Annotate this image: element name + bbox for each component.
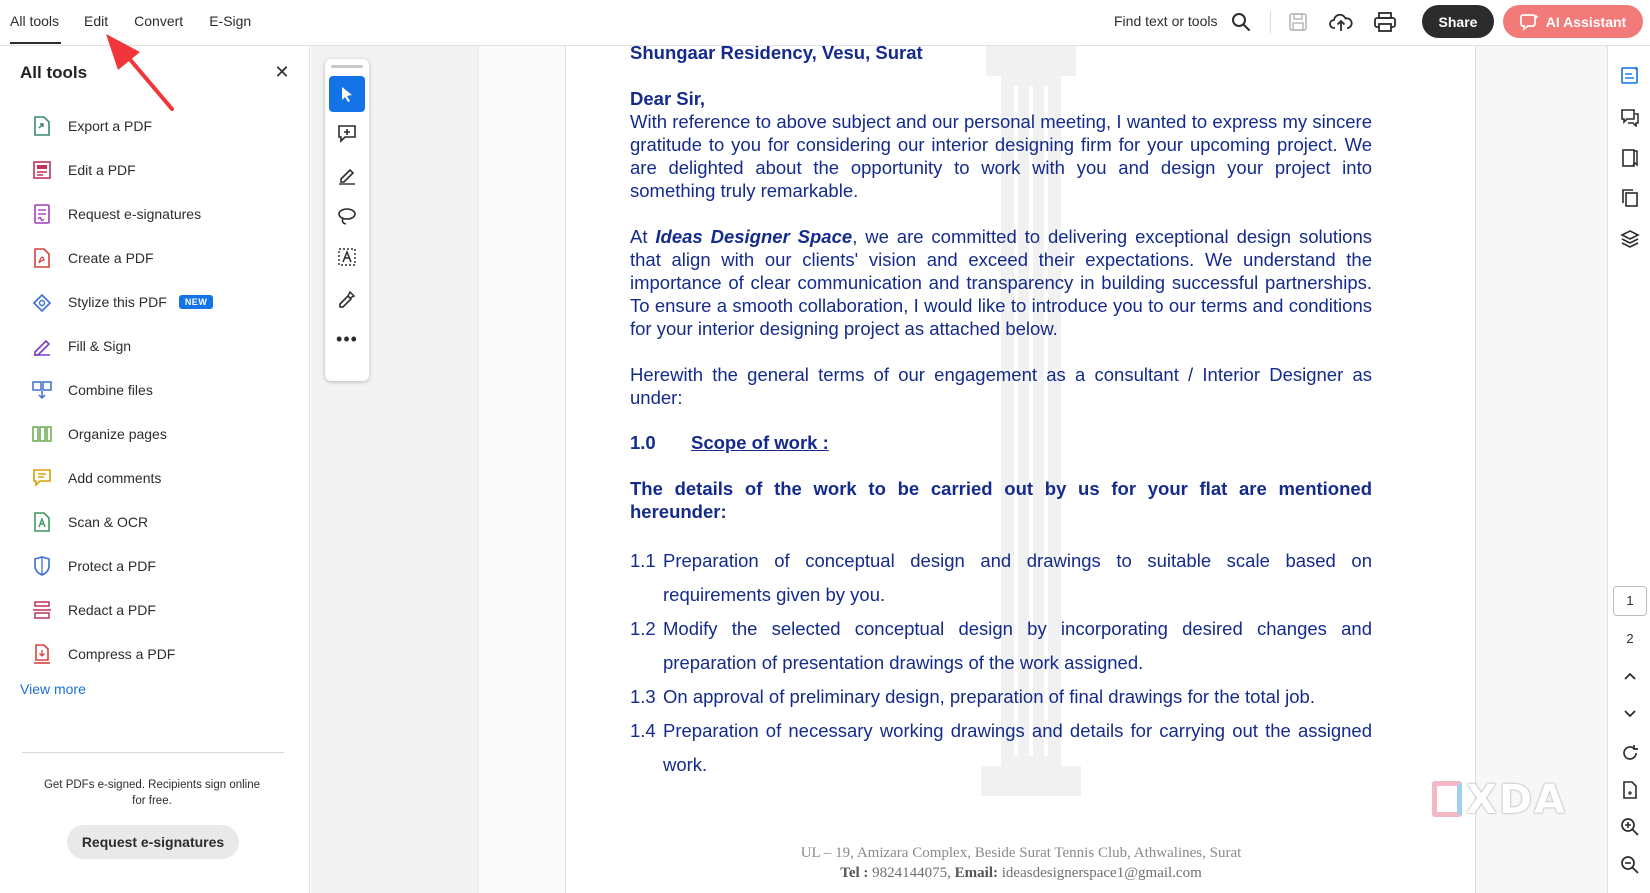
redact-pdf-icon [30,598,54,622]
item-number: 1.2 [630,618,656,639]
share-button[interactable]: Share [1422,5,1494,38]
tel-value: 9824144075, [872,865,951,881]
tool-label: Protect a PDF [68,558,156,574]
document-footer [566,843,1476,883]
para2-rest: , we are committed to delivering exceptional design solutions that align with our clients' vision and exceed their expectations. We understand the importance of clear communication and transparency in building successful partnerships. To ensure a smooth collaboration, I would like to introduce you to our terms and conditions for your interior designing project as attached below. [630,226,1373,339]
layers-icon[interactable] [1617,226,1643,252]
export-pdf-icon [30,114,54,138]
tool-add-comments[interactable] [20,456,300,500]
item-number: 1.1 [630,550,656,571]
item-number: 1.4 [630,720,656,741]
tool-scan-ocr[interactable] [20,500,300,544]
tool-label: Combine files [68,382,153,398]
tool-label: Scan & OCR [68,514,149,530]
xda-logo-text: XDA [1466,777,1567,823]
list-item [630,612,1372,680]
new-badge: NEW [179,295,214,309]
comments-icon[interactable] [1617,104,1643,130]
tool-organize-pages[interactable] [20,412,300,456]
request-signature-icon [30,202,54,226]
email-label: Email: [954,865,999,881]
menu-convert[interactable]: Convert [134,13,184,29]
tool-label: Create a PDF [68,250,154,266]
lasso-draw-icon[interactable] [329,198,365,234]
tool-request-esignatures[interactable] [20,192,300,236]
tool-label: Add comments [68,470,162,486]
highlight-pen-icon[interactable] [329,157,365,193]
top-menu [0,0,263,46]
salutation: Dear Sir, [630,88,706,109]
search-icon[interactable] [1228,9,1254,35]
email-value: ideasdesignerspace1@gmail.com [1001,865,1202,881]
right-rail [1607,46,1650,893]
print-icon[interactable] [1372,9,1398,35]
bookmark-icon[interactable] [1617,145,1643,171]
ai-assistant-icon [1520,13,1540,31]
tool-fill-sign[interactable] [20,324,300,368]
scope-heading [630,431,829,454]
menu-all-tools[interactable]: All tools [0,0,71,46]
item-text: Modify the selected conceptual design by incorporating desired changes and preparation of presentation drawings of the work assigned. [663,618,1372,673]
sign-pen-icon[interactable] [329,281,365,317]
paragraph-company [630,225,1372,340]
view-more-link[interactable]: View more [20,681,86,697]
current-page-indicator[interactable]: 1 [1613,586,1647,616]
tool-list [20,104,300,676]
tel-label: Tel : [840,865,869,881]
ai-assistant-label: AI Assistant [1545,13,1627,30]
ai-summary-icon[interactable] [1617,62,1643,88]
select-cursor-icon[interactable] [329,76,365,112]
close-icon[interactable]: ✕ [274,62,290,82]
stylize-icon [30,290,54,314]
create-pdf-icon [30,246,54,270]
more-options-icon[interactable]: ••• [336,328,358,349]
tool-stylize-pdf[interactable] [20,280,300,324]
edit-pdf-icon [30,158,54,182]
zoom-in-icon[interactable] [1617,814,1643,840]
tool-label: Edit a PDF [68,162,136,178]
text-box-icon[interactable] [329,239,365,275]
save-icon[interactable] [1285,9,1311,35]
scope-number: 1.0 [630,432,656,453]
para2-prefix: At [630,226,656,247]
chevron-down-icon[interactable] [1617,700,1643,726]
request-esignatures-button[interactable]: Request e-signatures [67,825,239,859]
xda-watermark [1432,777,1567,823]
paragraph-terms: Herewith the general terms of our engagement as a consultant / Interior Designer as under: [630,364,1372,408]
tool-redact-pdf[interactable] [20,588,300,632]
compress-pdf-icon [30,642,54,666]
tool-label: Redact a PDF [68,602,156,618]
footer-contact [566,863,1476,883]
tool-export-pdf[interactable] [20,104,300,148]
tool-edit-pdf[interactable] [20,148,300,192]
item-text: Preparation of conceptual design and drawings to suitable scale based on requirements given by you. [663,550,1372,605]
rotate-icon[interactable] [1617,740,1643,766]
page-2-indicator[interactable]: 2 [1626,631,1634,646]
tool-compress-pdf[interactable] [20,632,300,676]
tool-protect-pdf[interactable] [20,544,300,588]
scope-title: Scope of work : [691,432,829,453]
ai-assistant-button[interactable] [1503,5,1643,38]
page-thumbnails-icon[interactable] [1617,185,1643,211]
toolbar-divider [1270,11,1271,33]
fill-sign-icon [30,334,54,358]
company-name: Ideas Designer Space [655,226,853,247]
add-comments-icon [30,466,54,490]
tool-combine-files[interactable] [20,368,300,412]
list-item [630,544,1372,612]
list-item [630,680,1372,714]
chevron-up-icon[interactable] [1617,664,1643,690]
item-text: Preparation of necessary working drawings and details for carrying out the assigned work. [663,720,1372,775]
tool-label: Organize pages [68,426,167,442]
menu-esign[interactable]: E-Sign [209,13,252,29]
pdf-page[interactable] [566,46,1476,893]
scan-ocr-icon [30,510,54,534]
details-paragraph: The details of the work to be carried out by us for your flat are mentioned hereunder: [630,478,1372,522]
scope-list [630,544,1372,782]
paragraph-intro: With reference to above subject and our personal meeting, I wanted to express my sincere gratitude to you for considering our interior designing firm for your upcoming project. We are delighted about the opportunity to work with you and design your project into something truly remarkable. [630,111,1372,201]
tool-label: Request e-signatures [68,206,202,222]
find-text-or-tools[interactable]: Find text or tools [1114,13,1218,29]
footer-address: UL – 19, Amizara Complex, Beside Surat Tennis Club, Athwalines, Surat [800,845,1242,861]
tool-create-pdf[interactable] [20,236,300,280]
page-fit-icon[interactable] [1617,777,1643,803]
tool-label: Stylize this PDF [68,294,167,310]
menu-edit[interactable]: Edit [84,13,109,29]
palette-drag-handle[interactable] [331,65,363,68]
page-margin [478,46,566,893]
item-number: 1.3 [630,686,656,707]
tool-label: Export a PDF [68,118,153,134]
panel-title: All tools [20,63,88,82]
all-tools-panel [0,46,310,893]
item-text: On approval of preliminary design, preparation of final drawings for the total job. [663,686,1315,707]
page-right-gutter [1477,46,1607,893]
organize-pages-icon [30,422,54,446]
xda-logo-icon [1432,781,1462,817]
quick-tools-palette [325,59,369,381]
esign-promo-text: Get PDFs e-signed. Recipients sign online for free. [43,779,261,807]
tool-label: Fill & Sign [68,338,132,354]
protect-pdf-icon [30,554,54,578]
list-item [630,714,1372,782]
upload-cloud-icon[interactable] [1328,9,1354,35]
address-line: Shungaar Residency, Vesu, Surat [630,46,923,63]
add-comment-icon[interactable] [329,116,365,152]
divider [22,752,284,753]
zoom-out-icon[interactable] [1617,852,1643,878]
combine-files-icon [30,378,54,402]
tool-label: Compress a PDF [68,646,176,662]
top-toolbar [0,0,1650,46]
